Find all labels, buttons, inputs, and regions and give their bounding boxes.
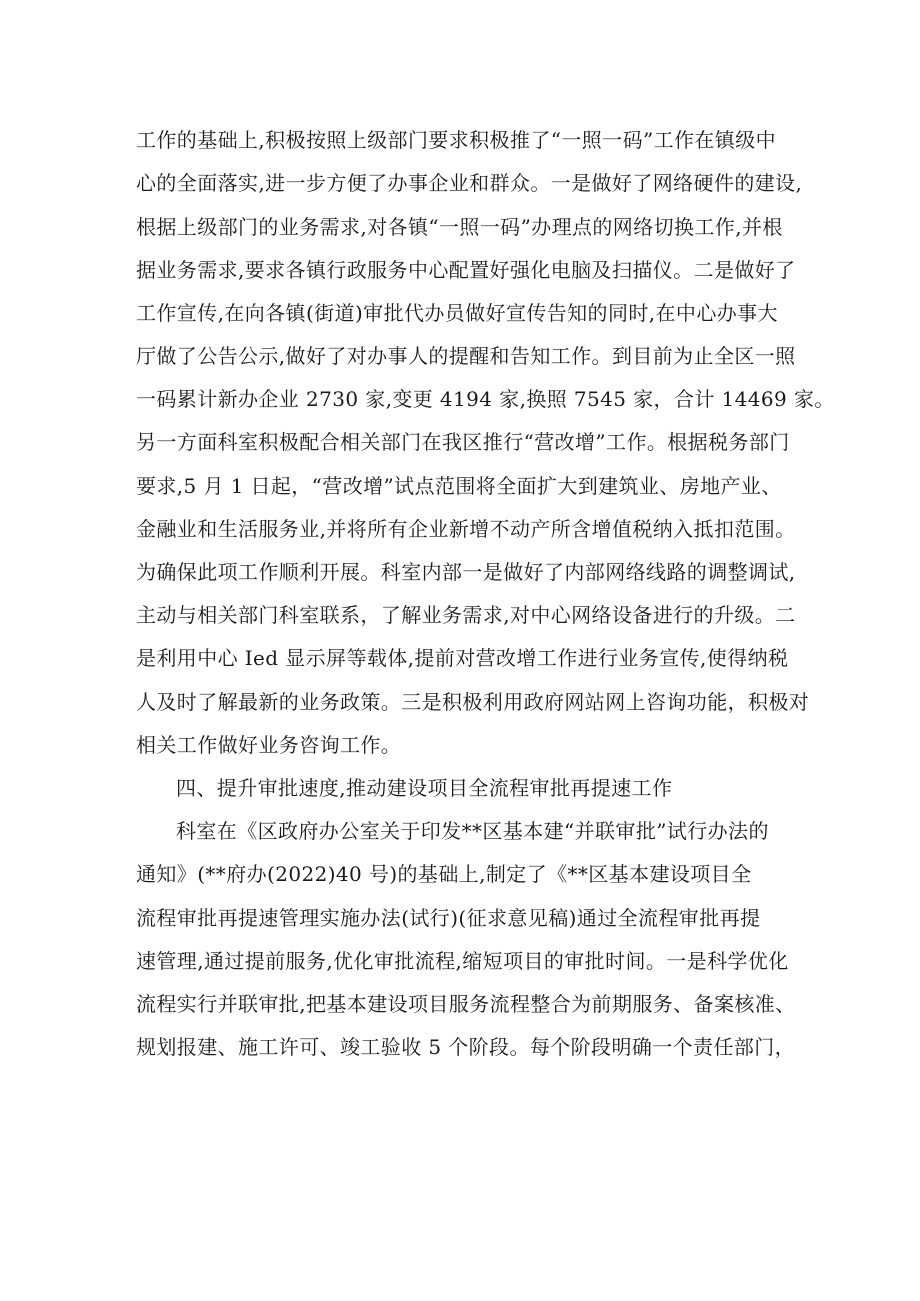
paragraph-line: 心的全面落实,进一步方便了办事企业和群众。一是做好了网络硬件的建设,	[136, 171, 803, 195]
paragraph-line: 规划报建、施工许可、竣工验收 5 个阶段。每个阶段明确一个责任部门，	[136, 1035, 796, 1059]
paragraph-line: 流程实行并联审批,把基本建设项目服务流程整合为前期服务、备案核准、	[136, 992, 796, 1016]
paragraph-line: 为确保此项工作顺利开展。科室内部一是做好了内部网络线路的调整调试,	[136, 560, 796, 584]
paragraph-line: 是利用中心 Ied 显示屏等载体,提前对营改增工作进行业务宣传,使得纳税	[136, 646, 789, 670]
paragraph-line: 速管理,通过提前服务,优化审批流程,缩短项目的审批时间。一是科学优化	[136, 949, 789, 973]
paragraph-line: 要求,5 月 1 日起，“营改增”试点范围将全面扩大到建筑业、房地产业、	[136, 474, 782, 498]
paragraph-line: 金融业和生活服务业,并将所有企业新增不动产所含增值税纳入抵扣范围。	[136, 517, 796, 541]
paragraph-line: 人及时了解最新的业务政策。三是积极利用政府网站网上咨询功能，积极对	[136, 690, 810, 714]
paragraph-line: 厅做了公告公示,做好了对办事人的提醒和告知工作。到目前为止全区一照	[136, 344, 796, 368]
paragraph-line: 通知》(**府办(2022)40 号)的基础上,制定了《**区基本建设项目全	[136, 862, 752, 886]
paragraph-line: 相关工作做好业务咨询工作。	[136, 733, 402, 757]
paragraph-line: 一码累计新办企业 2730 家,变更 4194 家,换照 7545 家，合计 14469 家。	[136, 387, 835, 411]
paragraph-line: 工作的基础上,积极按照上级部门要求积极推了“一照一码”工作在镇级中	[136, 128, 777, 152]
paragraph-line: 根据上级部门的业务需求,对各镇“一照一码”办理点的网络切换工作,并根	[136, 215, 783, 239]
paragraph-line: 另一方面科室积极配合相关部门在我区推行“营改增”工作。根据税务部门	[136, 430, 790, 454]
section-heading: 四、提升审批速度,推动建设项目全流程审批再提速工作	[176, 776, 673, 800]
paragraph-line: 科室在《区政府办公室关于印发**区基本建“并联审批”试行办法的	[176, 819, 769, 843]
paragraph-line: 主动与相关部门科室联系，了解业务需求,对中心网络设备进行的升级。二	[136, 603, 796, 627]
paragraph-line: 流程审批再提速管理实施办法(试行)(征求意见稿)通过全流程审批再提	[136, 906, 761, 930]
paragraph-line: 工作宣传,在向各镇(街道)审批代办员做好宣传告知的同时,在中心办事大	[136, 301, 778, 325]
paragraph-line: 据业务需求,要求各镇行政服务中心配置好强化电脑及扫描仪。二是做好了	[136, 258, 796, 282]
